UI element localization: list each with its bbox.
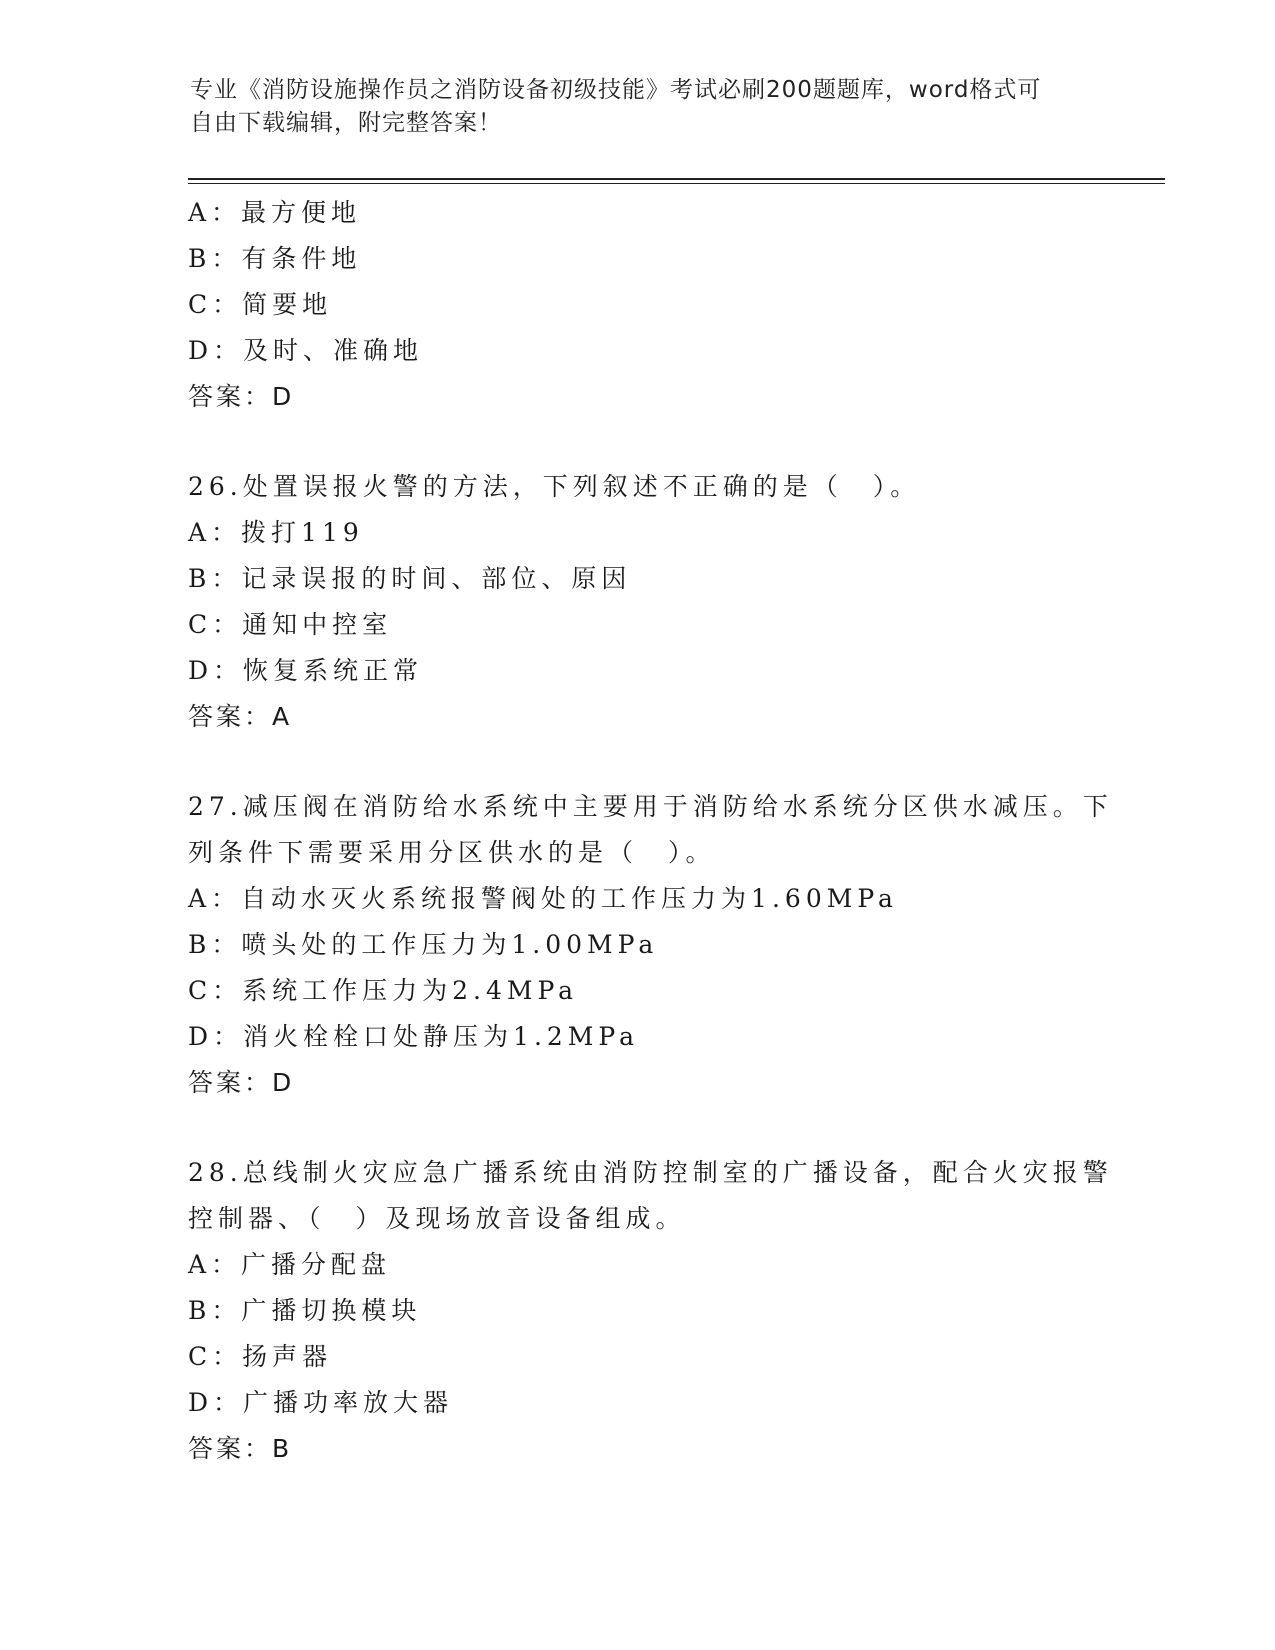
document-header	[190, 74, 1090, 140]
option-b: B：广播切换模块	[188, 1296, 422, 1325]
option-a: A：拨打119	[188, 518, 364, 547]
option-b: B：有条件地	[188, 244, 362, 273]
answer-label: 答案：A	[188, 702, 293, 731]
question-26	[188, 464, 1088, 740]
question-stem-line-1: 27.减压阀在消防给水系统中主要用于消防给水系统分区供水减压。下	[188, 792, 1113, 821]
option-b: B：记录误报的时间、部位、原因	[188, 564, 632, 593]
option-d: D：广播功率放大器	[188, 1388, 454, 1417]
option-a: A：最方便地	[188, 198, 362, 227]
header-line-1: 专业《消防设施操作员之消防设备初级技能》考试必刷200题题库，word格式可	[190, 77, 1042, 103]
header-divider-thin	[188, 183, 1165, 184]
option-c: C：简要地	[188, 290, 333, 319]
option-c: C：系统工作压力为2.4MPa	[188, 976, 579, 1005]
header-divider-thick	[188, 178, 1165, 180]
option-b: B：喷头处的工作压力为1.00MPa	[188, 930, 659, 959]
question-28	[188, 1150, 1113, 1472]
option-d: D：恢复系统正常	[188, 656, 424, 685]
question-27	[188, 784, 1113, 1106]
question-stem-line-2: 控制器、（ ）及现场放音设备组成。	[188, 1204, 686, 1233]
option-c: C：通知中控室	[188, 610, 393, 639]
option-d: D：消火栓栓口处静压为1.2MPa	[188, 1022, 640, 1051]
question-25	[188, 190, 1088, 420]
option-c: C：扬声器	[188, 1342, 333, 1371]
answer-label: 答案：B	[188, 1434, 293, 1463]
answer-label: 答案：D	[188, 382, 295, 411]
question-stem-line-1: 28.总线制火灾应急广播系统由消防控制室的广播设备，配合火灾报警	[188, 1158, 1113, 1187]
question-stem-line-2: 列条件下需要采用分区供水的是（ ）。	[188, 838, 716, 867]
question-stem: 26.处置误报火警的方法，下列叙述不正确的是（ ）。	[188, 472, 921, 501]
option-a: A：广播分配盘	[188, 1250, 392, 1279]
header-line-2: 自由下载编辑，附完整答案！	[190, 110, 502, 136]
option-a: A：自动水灭火系统报警阀处的工作压力为1.60MPa	[188, 884, 898, 913]
answer-label: 答案：D	[188, 1068, 295, 1097]
question-list	[188, 190, 1113, 1472]
option-d: D：及时、准确地	[188, 336, 424, 365]
